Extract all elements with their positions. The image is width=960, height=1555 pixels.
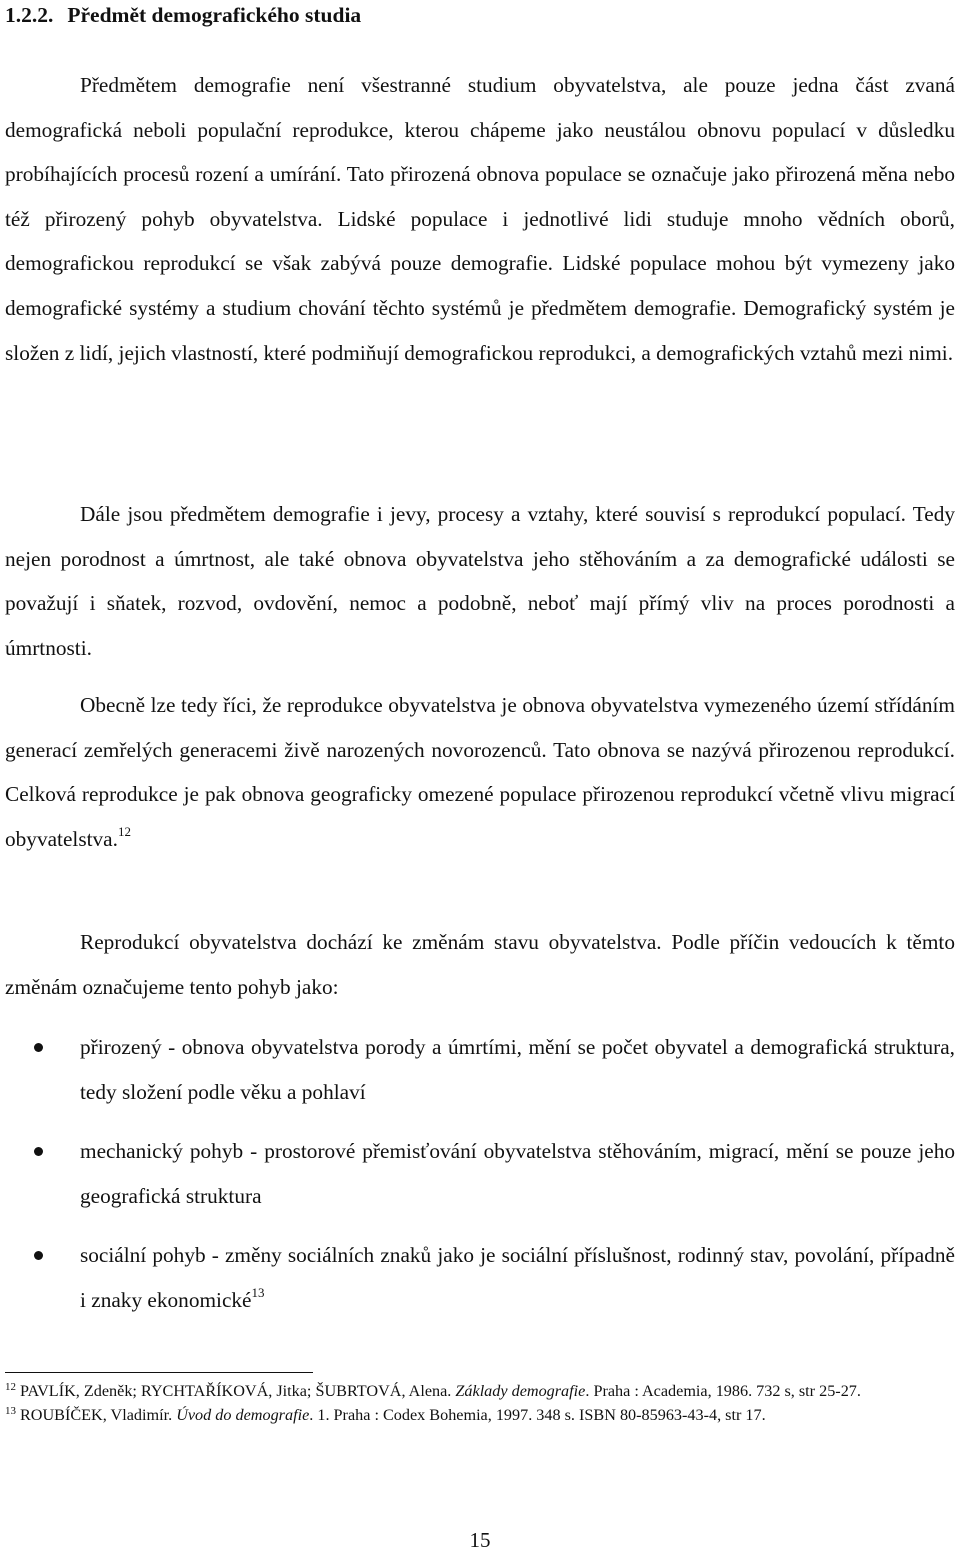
list-item bbox=[5, 1129, 955, 1218]
bullet-icon bbox=[34, 1251, 43, 1260]
section-heading bbox=[5, 0, 361, 30]
footnote-13 bbox=[5, 1403, 955, 1427]
footnote-ref-13[interactable]: 13 bbox=[251, 1284, 265, 1300]
footnote-divider bbox=[5, 1372, 313, 1373]
section-title: Předmět demografického studia bbox=[67, 3, 362, 27]
paragraph-1 bbox=[5, 63, 955, 375]
list-item-text: sociální pohyb - změny sociálních znaků jako je sociální příslušnost, rodinný stav, povolání, případně i znaky ekonomické bbox=[80, 1243, 955, 1312]
paragraph-text: Dále jsou předmětem demografie i jevy, procesy a vztahy, které souvisí s reprodukcí populací. Tedy nejen porodnost a úmrtnost, ale také obnova obyvatelstva jeho stěhováním a za demografické události se považují i sňatek, rozvod, ovdovění, nemoc a podobně, neboť mají přímý vliv na proces porodnosti a úmrtnosti. bbox=[5, 502, 955, 660]
paragraph-text: Předmětem demografie není všestranné studium obyvatelstva, ale pouze jedna část zvaná demografická neboli populační reprodukce, kterou chápeme jako neustálou obnovu populací v důsledku probíhajících procesů rození a umírání. Tato přirozená obnova populace se označuje jako přirozená měna nebo též přirozený pohyb obyvatelstva. Lidské populace i jednotlivé lidi studuje mnoho vědních oborů, demografickou reprodukcí se však zabývá pouze demografie. Lidské populace mohou být vymezeny jako demografické systémy a studium chování těchto systémů je předmětem demografie. Demografický systém je složen z lidí, jejich vlastností, které podmiňují demografickou reprodukci, a demografických vztahů mezi nimi. bbox=[5, 73, 955, 365]
list-item-text: mechanický pohyb - prostorové přemisťování obyvatelstva stěhováním, migrací, mění se pouze jeho geografická struktura bbox=[80, 1139, 955, 1208]
footnote-title: Úvod do demografie bbox=[176, 1406, 310, 1424]
paragraph-3 bbox=[5, 683, 955, 861]
paragraph-2 bbox=[5, 492, 955, 670]
paragraph-4 bbox=[5, 920, 955, 1009]
footnote-authors: ROUBÍČEK, Vladimír. bbox=[20, 1406, 173, 1424]
footnote-details: . Praha : Academia, 1986. 732 s, str 25-27. bbox=[585, 1382, 861, 1400]
list-item bbox=[5, 1233, 955, 1322]
footnote-number: 13 bbox=[5, 1404, 16, 1417]
footnote-authors: PAVLÍK, Zdeněk; RYCHTAŘÍKOVÁ, Jitka; ŠUBRTOVÁ, Alena. bbox=[20, 1382, 452, 1400]
footnote-ref-12[interactable]: 12 bbox=[117, 823, 131, 839]
footnote-number: 12 bbox=[5, 1380, 16, 1393]
paragraph-text: Obecně lze tedy říci, že reprodukce obyvatelstva je obnova obyvatelstva vymezeného území střídáním generací zemřelých generacemi živě narozených novorozenců. Tato obnova se nazývá přirozenou reprodukcí. Celková reprodukce je pak obnova geograficky omezené populace přirozenou reprodukcí včetně vlivu migrací obyvatelstva. bbox=[5, 693, 955, 851]
paragraph-text: Reprodukcí obyvatelstva dochází ke změnám stavu obyvatelstva. Podle příčin vedoucích k těmto změnám označujeme tento pohyb jako: bbox=[5, 930, 955, 999]
footnotes bbox=[5, 1379, 955, 1427]
section-number: 1.2.2. bbox=[5, 3, 54, 27]
footnote-details: . 1. Praha : Codex Bohemia, 1997. 348 s. ISBN 80-85963-43-4, str 17. bbox=[309, 1406, 766, 1424]
footnote-title: Základy demografie bbox=[455, 1382, 586, 1400]
page-number: 15 bbox=[469, 1528, 491, 1552]
list-item bbox=[5, 1025, 955, 1114]
list-item-text: přirozený - obnova obyvatelstva porody a úmrtími, mění se počet obyvatel a demografická struktura, tedy složení podle věku a pohlaví bbox=[80, 1035, 955, 1104]
bullet-icon bbox=[34, 1147, 43, 1156]
footnote-12 bbox=[5, 1379, 955, 1403]
bullet-icon bbox=[34, 1043, 43, 1052]
pohyb-list bbox=[5, 1025, 955, 1323]
